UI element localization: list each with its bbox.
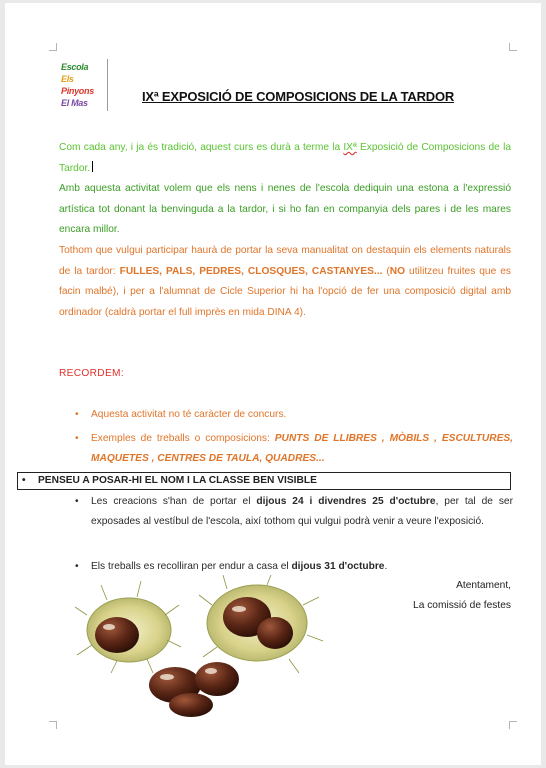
b5-date: dijous 31 d'octubre — [291, 561, 385, 572]
p3-no: NO — [389, 265, 406, 277]
b4-dates: dijous 24 i divendres 25 d'octubre — [256, 496, 436, 507]
paragraph-activity: Amb aquesta activitat volem que els nens i nenes de l'escola dediquin una estona a l'expressió artística tot donant la benvinguda a la tardor, i si ho fan en companyia dels pares i de les mares encara millor. — [59, 183, 511, 235]
reminder-box — [17, 472, 511, 490]
school-logo — [61, 61, 101, 109]
text-cursor — [92, 161, 93, 172]
document-page — [5, 3, 541, 765]
margin-corner-top-left — [49, 43, 57, 51]
reminder-text: PENSEU A POSAR-HI EL NOM I LA CLASSE BEN VISIBLE — [38, 475, 317, 486]
bullet-text-4 — [91, 492, 513, 532]
logo-line-3: Pinyons — [61, 86, 94, 96]
p3-text-a: Tothom que vulgui participar haurà de portar la seva manualitat on destaquin els elements naturals de la tardor: — [59, 245, 511, 277]
page-title — [142, 89, 454, 104]
logo-line-2: Els — [61, 74, 74, 84]
bullet-icon: • — [75, 496, 79, 507]
b4-text-a: Les creacions s'han de portar el — [91, 496, 257, 507]
title-text: EXPOSICIÓ DE COMPOSICIONS DE LA TARDOR — [158, 89, 455, 104]
b2-examples: PUNTS DE LLIBRES , MÒBILS , ESCULTURES, MAQUETES , CENTRES DE TAULA, QUADRES... — [91, 433, 513, 464]
bullet-icon: • — [75, 433, 79, 444]
chestnut-1 — [95, 617, 139, 653]
bullet-text-2 — [91, 429, 513, 469]
bullet-icon: • — [75, 409, 79, 420]
bullet-text-5 — [91, 557, 513, 577]
recordem-heading: RECORDEM: — [59, 368, 124, 379]
paragraph-intro — [59, 138, 511, 179]
chestnut-3 — [257, 617, 293, 649]
bullet-icon: • — [22, 475, 26, 486]
margin-corner-top-right — [509, 43, 517, 51]
b2-text-a: Exemples de treballs o composicions: — [91, 433, 275, 444]
margin-corner-bottom-left — [49, 721, 57, 729]
p3-materials: FULLES, PALS, PEDRES, CLOSQUES, CASTANYES... — [119, 265, 383, 277]
chestnut-5 — [195, 662, 239, 696]
signature-name: La comissió de festes — [413, 600, 511, 611]
b5-text-c: . — [384, 561, 388, 572]
logo-line-1: Escola — [61, 62, 89, 72]
chestnut-6 — [169, 693, 213, 717]
b5-text-a: Els treballs es recolliran per endur a casa el — [91, 561, 292, 572]
b4-text-c: , per tal de ser exposades al vestíbul de l'escola, així tothom qui vulgui podrà venir a veure l'exposició. — [91, 496, 513, 527]
margin-corner-bottom-right — [509, 721, 517, 729]
p3-text-c: ( — [382, 265, 390, 277]
bullet-icon: • — [75, 561, 79, 572]
title-number: IXª — [142, 89, 159, 104]
logo-divider — [107, 59, 108, 111]
logo-line-4: El Mas — [61, 98, 88, 108]
p3-text-e: utilitzeu fruites que es facin malbé), i per a l'alumnat de Cicle Superior hi ha l'opció de fer una composició digital amb ordinador (caldrà portar el full imprès en mida DINA 4). — [59, 265, 511, 318]
p1-text-b: Exposició de Composicions de la Tardor. — [59, 142, 511, 174]
chestnuts-image — [67, 575, 329, 721]
p1-text-a: Com cada any, i ja és tradició, aquest curs es durà a terme la — [59, 142, 344, 153]
signature-greeting: Atentament, — [456, 580, 511, 591]
p1-ix-spellcheck: IXª — [343, 142, 357, 153]
bullet-text-1: Aquesta activitat no té caràcter de concurs. — [91, 409, 287, 420]
paragraph-participation — [59, 241, 511, 323]
